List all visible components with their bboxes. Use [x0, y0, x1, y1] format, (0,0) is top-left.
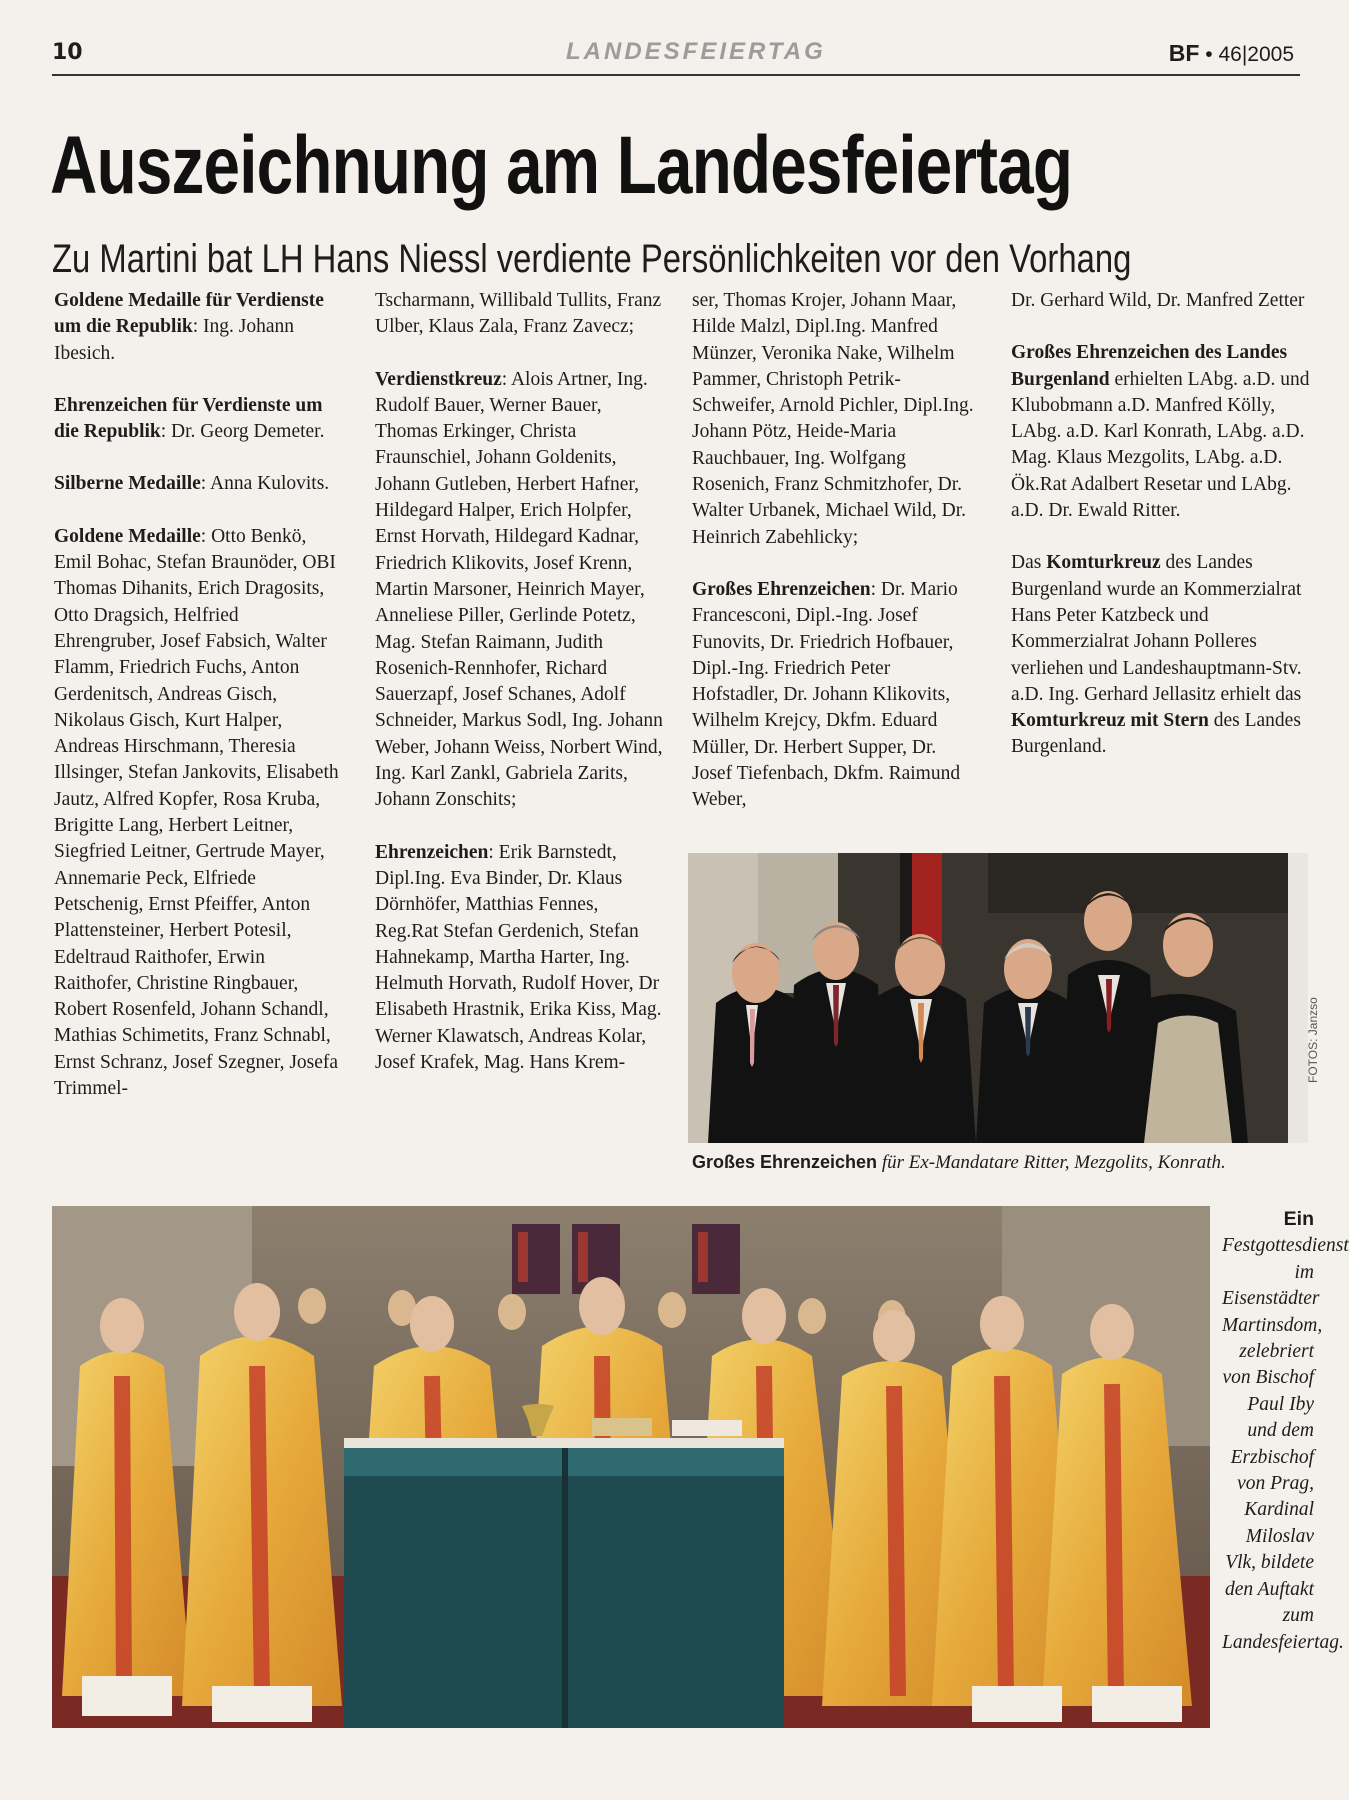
paragraph	[375, 840, 665, 1077]
paragraph	[1011, 340, 1311, 524]
text-column-4	[1011, 288, 1311, 787]
award-recipients: erhielten LAbg. a.D. und Klubobmann a.D. Manfred Kölly, LAbg. a.D. Karl Konrath, LAbg. a.D. Mag. Klaus Mezgolits, LAbg. a.D. Ök.Rat Adalbert Resetar und LAbg. a.D. Dr. Ewald Ritter.	[1011, 368, 1310, 522]
publication-issue	[1169, 40, 1294, 67]
award-recipients: : Dr. Mario Francesconi, Dipl.-Ing. Josef Funovits, Dr. Friedrich Hofbauer, Dipl.-Ing. Friedrich Peter Hofstadler, Dr. Johann Klikovits, Wilhelm Krejcy, Dkfm. Eduard Müller, Dr. Herbert Supper, Dr. Josef Tiefenbach, Dkfm. Raimund Weber,	[692, 578, 961, 811]
photo-credit: FOTOS: Janzso	[1306, 997, 1320, 1083]
award-label: Goldene Medaille	[54, 525, 201, 547]
award-label: Silberne Medaille	[54, 473, 201, 495]
page-number: 10	[52, 40, 83, 65]
publication-name: BF	[1168, 40, 1200, 66]
award-recipients: Dr. Gerhard Wild, Dr. Manfred Zetter	[1011, 290, 1305, 311]
paragraph	[54, 524, 342, 1103]
paragraph	[375, 288, 665, 341]
paragraph	[375, 367, 665, 814]
caption-text: Festgottesdienst im Eisenstädter Martinsdom, zelebriert von Bischof Paul Iby und dem Erzbischof von Prag, Kardinal Miloslav Vlk, bildete den Auftakt zum Landesfeiertag.	[1222, 1235, 1349, 1653]
caption-text: für Ex-Mandatare Ritter, Mezgolits, Konrath.	[877, 1152, 1226, 1173]
text-column-2	[375, 288, 665, 1102]
section-title: LANDESFEIERTAG	[566, 38, 826, 65]
mass-photo-illustration	[52, 1206, 1210, 1728]
caption-label: Ein	[1283, 1208, 1314, 1230]
award-recipients: : Dr. Georg Demeter.	[160, 421, 325, 443]
award-label: Ehrenzeichen für Verdienste um die Republik	[54, 394, 323, 443]
award-label: Großes Ehrenzeichen des Landes Burgenland	[1011, 342, 1288, 390]
text-column-3	[692, 288, 980, 840]
award-label: Verdienstkreuz	[375, 368, 502, 390]
award-label: Goldene Medaille für Verdienste um die Republik	[54, 290, 324, 338]
paragraph	[692, 577, 980, 814]
award-recipients: : Erik Barnstedt, Dipl.Ing. Eva Binder, Dr. Klaus Dörnhöfer, Matthias Fennes, Reg.Rat Stefan Gerdenich, Stefan Hahnekamp, Martha Harter, Ing. Helmuth Horvath, Rudolf Hover, Dr Elisabeth Hrastnik, Erika Kiss, Mag. Werner Klawatsch, Andreas Kolar, Josef Krafek, Mag. Hans Krem-	[375, 841, 662, 1074]
award-recipients: ser, Thomas Krojer, Johann Maar, Hilde Malzl, Dipl.Ing. Manfred Münzer, Veronika Nake, Wilhelm Pammer, Christoph Petrik-Schweifer, Arnold Pichler, Dipl.Ing. Johann Pötz, Heide-Maria Rauchbauer, Ing. Wolfgang Rosenich, Franz Schmitzhofer, Dr. Walter Urbanek, Michael Wild, Dr. Heinrich Zabehlicky;	[692, 290, 974, 548]
paragraph: Das Komturkreuz des Landes Burgenland wurde an Kommerzialrat Hans Peter Katzbeck und Kommerzialrat Johann Polleres verliehen und Landeshauptmann-Stv. a.D. Ing. Gerhard Jellasitz erhielt das Komturkreuz mit Stern des Landes Burgenland.	[1011, 552, 1302, 758]
award-label: Ehrenzeichen	[375, 841, 489, 863]
award-recipients: : Otto Benkö, Emil Bohac, Stefan Braunöder, OBI Thomas Dihanits, Erich Dragosits, Otto Dragsich, Helfried Ehrengruber, Josef Fabsich, Walter Flamm, Friedrich Fuchs, Anton Gerdenitsch, Andreas Gisch, Nikolaus Gisch, Kurt Halper, Andreas Hirschmann, Theresia Illsinger, Stefan Jankovits, Elisabeth Jautz, Alfred Kopfer, Rosa Kruba, Brigitte Lang, Herbert Leitner, Siegfried Leitner, Gertrude Mayer, Annemarie Peck, Elfriede Petschenig, Ernst Pfeiffer, Anton Plattensteiner, Herbert Potesil, Edeltraud Raithofer, Erwin Raithofer, Christine Ringbauer, Robert Rosenfeld, Johann Schandl, Mathias Schimetits, Franz Schnabl, Ernst Schranz, Josef Szegner, Josefa Trimmel-	[54, 525, 339, 1100]
award-label: Großes Ehrenzeichen	[692, 578, 871, 600]
mass-photo	[52, 1206, 1210, 1728]
award-label: Komturkreuz mit Stern	[1011, 710, 1209, 732]
caption-label: Großes Ehrenzeichen	[692, 1152, 878, 1172]
award-label: Komturkreuz	[1046, 552, 1161, 574]
headline: Auszeichnung am Landesfeiertag	[50, 120, 1073, 211]
paragraph	[54, 393, 342, 446]
paragraph	[1011, 288, 1311, 314]
issue-number: 46|2005	[1218, 43, 1294, 66]
award-recipients: : Ing. Johann Ibesich.	[54, 316, 294, 364]
honorees-photo	[688, 853, 1308, 1143]
mass-photo-caption	[1222, 1206, 1349, 1656]
award-recipients: : Anna Kulovits.	[200, 473, 330, 495]
paragraph	[54, 471, 342, 497]
award-recipients: : Alois Artner, Ing. Rudolf Bauer, Werner Bauer, Thomas Erkinger, Christa Fraunschiel, Johann Goldenits, Johann Gutleben, Herbert Hafner, Hildegard Halper, Erich Holpfer, Ernst Horvath, Hildegard Kadnar, Friedrich Klikovits, Josef Krenn, Martin Marsoner, Heinrich Mayer, Anneliese Piller, Gerlinde Potetz, Mag. Stefan Raimann, Judith Rosenich-Rennhofer, Richard Sauerzapf, Josef Schanes, Adolf Schneider, Markus Sodl, Ing. Johann Weber, Johann Weiss, Norbert Wind, Ing. Karl Zankl, Gabriela Zarits, Johann Zonschits;	[375, 368, 663, 811]
paragraph	[54, 288, 342, 367]
text-column-1	[54, 288, 342, 1128]
subheadline: Zu Martini bat LH Hans Niessl verdiente Persönlichkeiten vor den Vorhang	[52, 237, 1132, 281]
honorees-photo-illustration	[688, 853, 1308, 1143]
header-rule	[52, 74, 1300, 76]
award-recipients: Tscharmann, Willibald Tullits, Franz Ulber, Klaus Zala, Franz Zavecz;	[375, 290, 662, 338]
paragraph	[692, 288, 980, 551]
honorees-photo-caption	[692, 1152, 1226, 1174]
separator-dot: •	[1205, 43, 1213, 66]
